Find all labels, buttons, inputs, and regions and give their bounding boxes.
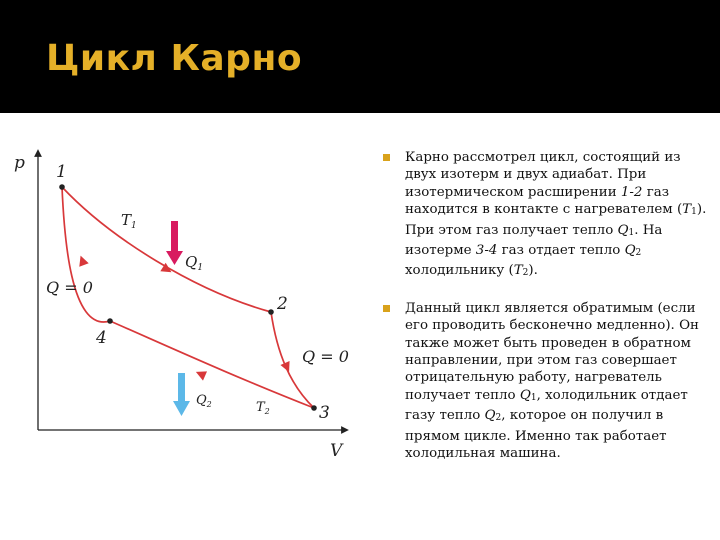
bullet-marker-icon — [383, 154, 390, 161]
heat-out-arrow — [173, 373, 190, 416]
point-3-dot — [311, 405, 317, 411]
point-4-label: 4 — [96, 328, 107, 348]
point-3-label: 3 — [319, 403, 330, 423]
adiabat-4-1 — [62, 187, 110, 322]
p-axis-label: p — [14, 153, 25, 173]
point-4-dot — [107, 318, 113, 324]
t1-label: $T_1$ — [121, 211, 137, 231]
q1-label: $Q_1$ — [185, 253, 204, 273]
bullet-carnot-cycle: Карно рассмотрел цикл, состоящий из двух изотерм и двух адиабат. При изотермическом расширении 1-2 газ находится в контакте с нагревателем (T1). При этом газ получает тепло Q1. На изотерме 3-4 газ отдает тепло Q2 холодильнику (T2). — [383, 149, 708, 283]
carnot-pv-diagram — [0, 113, 372, 473]
v-axis-label: V — [330, 441, 343, 461]
arrow-4-1 — [76, 254, 89, 267]
bullet-marker-icon — [383, 305, 390, 312]
q-zero-left-label: Q = 0 — [46, 278, 93, 297]
slide-title: Цикл Карно — [46, 38, 303, 79]
q-zero-right-label: Q = 0 — [302, 347, 349, 366]
title-bar — [0, 0, 720, 113]
t2-label: $T_2$ — [256, 400, 270, 416]
q2-label: $Q_2$ — [196, 393, 212, 409]
explanation-list — [383, 149, 708, 463]
point-1-label: 1 — [56, 162, 67, 182]
point-1-dot — [59, 184, 65, 190]
heat-in-arrow — [166, 221, 183, 265]
point-2-label: 2 — [277, 294, 288, 314]
arrow-3-4 — [194, 367, 207, 380]
arrow-2-3 — [280, 361, 293, 374]
bullet-reversible-cycle: Данный цикл является обратимым (если его проводить бесконечно медленно). Он также может быть проведен в обратном направлении, при этом газ совершает отрицательную работу, нагреватель получает тепло Q1, холодильник отдает газу тепло Q2, которое он получил в прямом цикле. Именно так работает холодильная машина. — [383, 300, 708, 463]
point-2-dot — [268, 309, 274, 315]
isotherm-1-2 — [62, 187, 271, 312]
